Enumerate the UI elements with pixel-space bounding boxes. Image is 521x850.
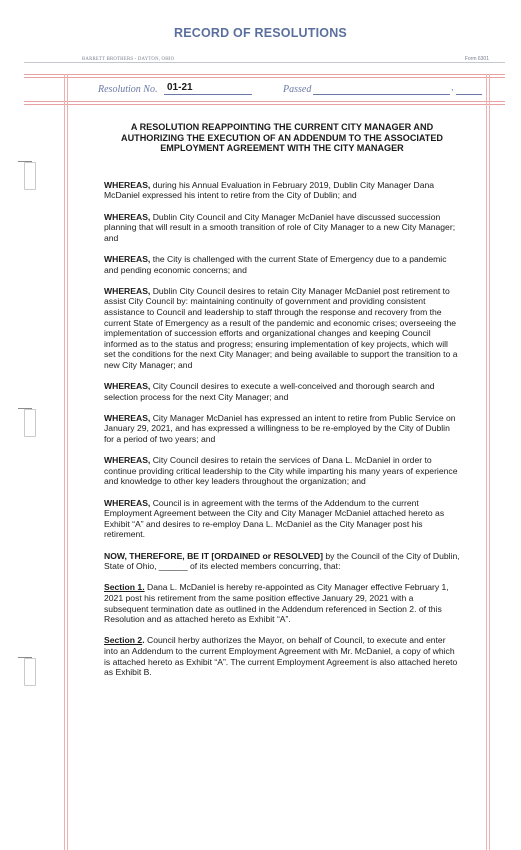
header-rule bbox=[24, 62, 505, 63]
resolution-body bbox=[104, 122, 460, 688]
margin-tick-2 bbox=[18, 408, 32, 409]
margin-tick-1 bbox=[18, 161, 32, 162]
resolution-number-line bbox=[164, 94, 252, 95]
whereas-paragraph-4: WHEREAS, Dublin City Council desires to retain City Manager McDaniel post retirement to assist City Council by: maintaining continuity of government and providing consistent assistance to Council and leadership to staff through the response and recovery from the current State of Emergency as a result of the pandemic and economic crises; overseeing the implementation of succession efforts and organizational changes and keeping Council informed as to the status and progress; ensuring implementation of key projects, which will set the conditions for the next City Manager; and being available to support the transition to a new City Manager; and bbox=[104, 285, 458, 370]
binder-hole-1 bbox=[24, 162, 36, 190]
red-margin-right-1 bbox=[486, 74, 487, 850]
passed-date-line bbox=[313, 94, 450, 95]
section-1-paragraph: Section 1. Dana L. McDaniel is hereby re-appointed as City Manager effective February 1, 2021 post his retirement from the same position effective January 29, 2021 with a subsequent termination date as outlined in the Addendum referenced in Section 2. of this Resolution and as attached hereto as Exhibit “A”. bbox=[104, 582, 449, 625]
passed-label: Passed bbox=[283, 84, 312, 95]
section-2-heading: Section 2 bbox=[104, 635, 143, 646]
whereas-paragraph-3: WHEREAS, the City is challenged with the current State of Emergency due to a pandemic and pending economic concerns; and bbox=[104, 253, 447, 275]
section-2-paragraph: Section 2. Council herby authorizes the Mayor, on behalf of Council, to execute and enter into an Addendum to the current Employment Agreement with Mr. McDaniel, a copy of which is attached hereto as Exhibit “A”. The current Employment Agreement is also attached hereto as Exhibit B. bbox=[104, 635, 458, 678]
binder-hole-3 bbox=[24, 658, 36, 686]
red-margin-right-2 bbox=[489, 74, 490, 850]
now-therefore-paragraph: NOW, THEREFORE, BE IT [ORDAINED or RESOLVED] by the Council of the City of Dublin, State of Ohio, ______ of its elected members concurring, that: bbox=[104, 550, 460, 572]
red-rule-4 bbox=[24, 104, 505, 105]
red-margin-left-1 bbox=[64, 74, 65, 850]
whereas-paragraph-2: WHEREAS, Dublin City Council and City Manager McDaniel have discussed succession planning that will result in a smooth transition of role of City Manager to a new City Manager; and bbox=[104, 211, 456, 243]
whereas-paragraph-5: WHEREAS, City Council desires to execute a well-conceived and thorough search and selection process for the next City Manager; and bbox=[104, 381, 435, 402]
margin-tick-3 bbox=[18, 657, 32, 658]
record-banner: RECORD OF RESOLUTIONS bbox=[174, 26, 347, 40]
resolution-title: A RESOLUTION REAPPOINTING THE CURRENT CITY MANAGER AND AUTHORIZING THE EXECUTION OF AN ADDENDUM TO THE ASSOCIATED EMPLOYMENT AGREEMENT WITH THE CITY MANAGER bbox=[121, 122, 443, 154]
form-number: Form 6301 bbox=[464, 56, 489, 62]
red-rule-1 bbox=[24, 74, 505, 75]
whereas-paragraph-1: WHEREAS, during his Annual Evaluation in February 2019, Dublin City Manager Dana McDaniel expressed his intent to retire from the City of Dublin; and bbox=[104, 179, 435, 201]
resolution-number: 01-21 bbox=[167, 82, 193, 93]
section-1-heading: Section 1. bbox=[104, 582, 145, 593]
passed-year-line bbox=[456, 94, 482, 95]
red-margin-left-2 bbox=[67, 74, 68, 850]
red-rule-2 bbox=[24, 77, 505, 78]
red-rule-3 bbox=[24, 101, 505, 102]
resolution-label: Resolution No. bbox=[98, 84, 158, 95]
whereas-paragraph-8: WHEREAS, Council is in agreement with the terms of the Addendum to the current Employment Agreement between the City and City Manager McDaniel attached hereto as Exhibit “A” and desires to re-employ Dana L. McDaniel as the City Manager post his retirement. bbox=[104, 497, 445, 540]
passed-comma: , bbox=[451, 82, 454, 92]
binder-hole-2 bbox=[24, 409, 36, 437]
whereas-paragraph-6: WHEREAS, City Manager McDaniel has expressed an intent to retire from Public Service on January 29, 2021, and has expressed a willingness to be re-employed by the City of Dublin for a period of two years; and bbox=[104, 412, 456, 445]
whereas-paragraph-7: WHEREAS, City Council desires to retain the services of Dana L. McDaniel in order to continue providing critical leadership to the City while imparting his many years of experience and knowledge to other key leaders throughout the organization; and bbox=[104, 455, 458, 487]
printer-imprint: BARRETT BROTHERS - DAYTON, OHIO bbox=[82, 57, 175, 62]
